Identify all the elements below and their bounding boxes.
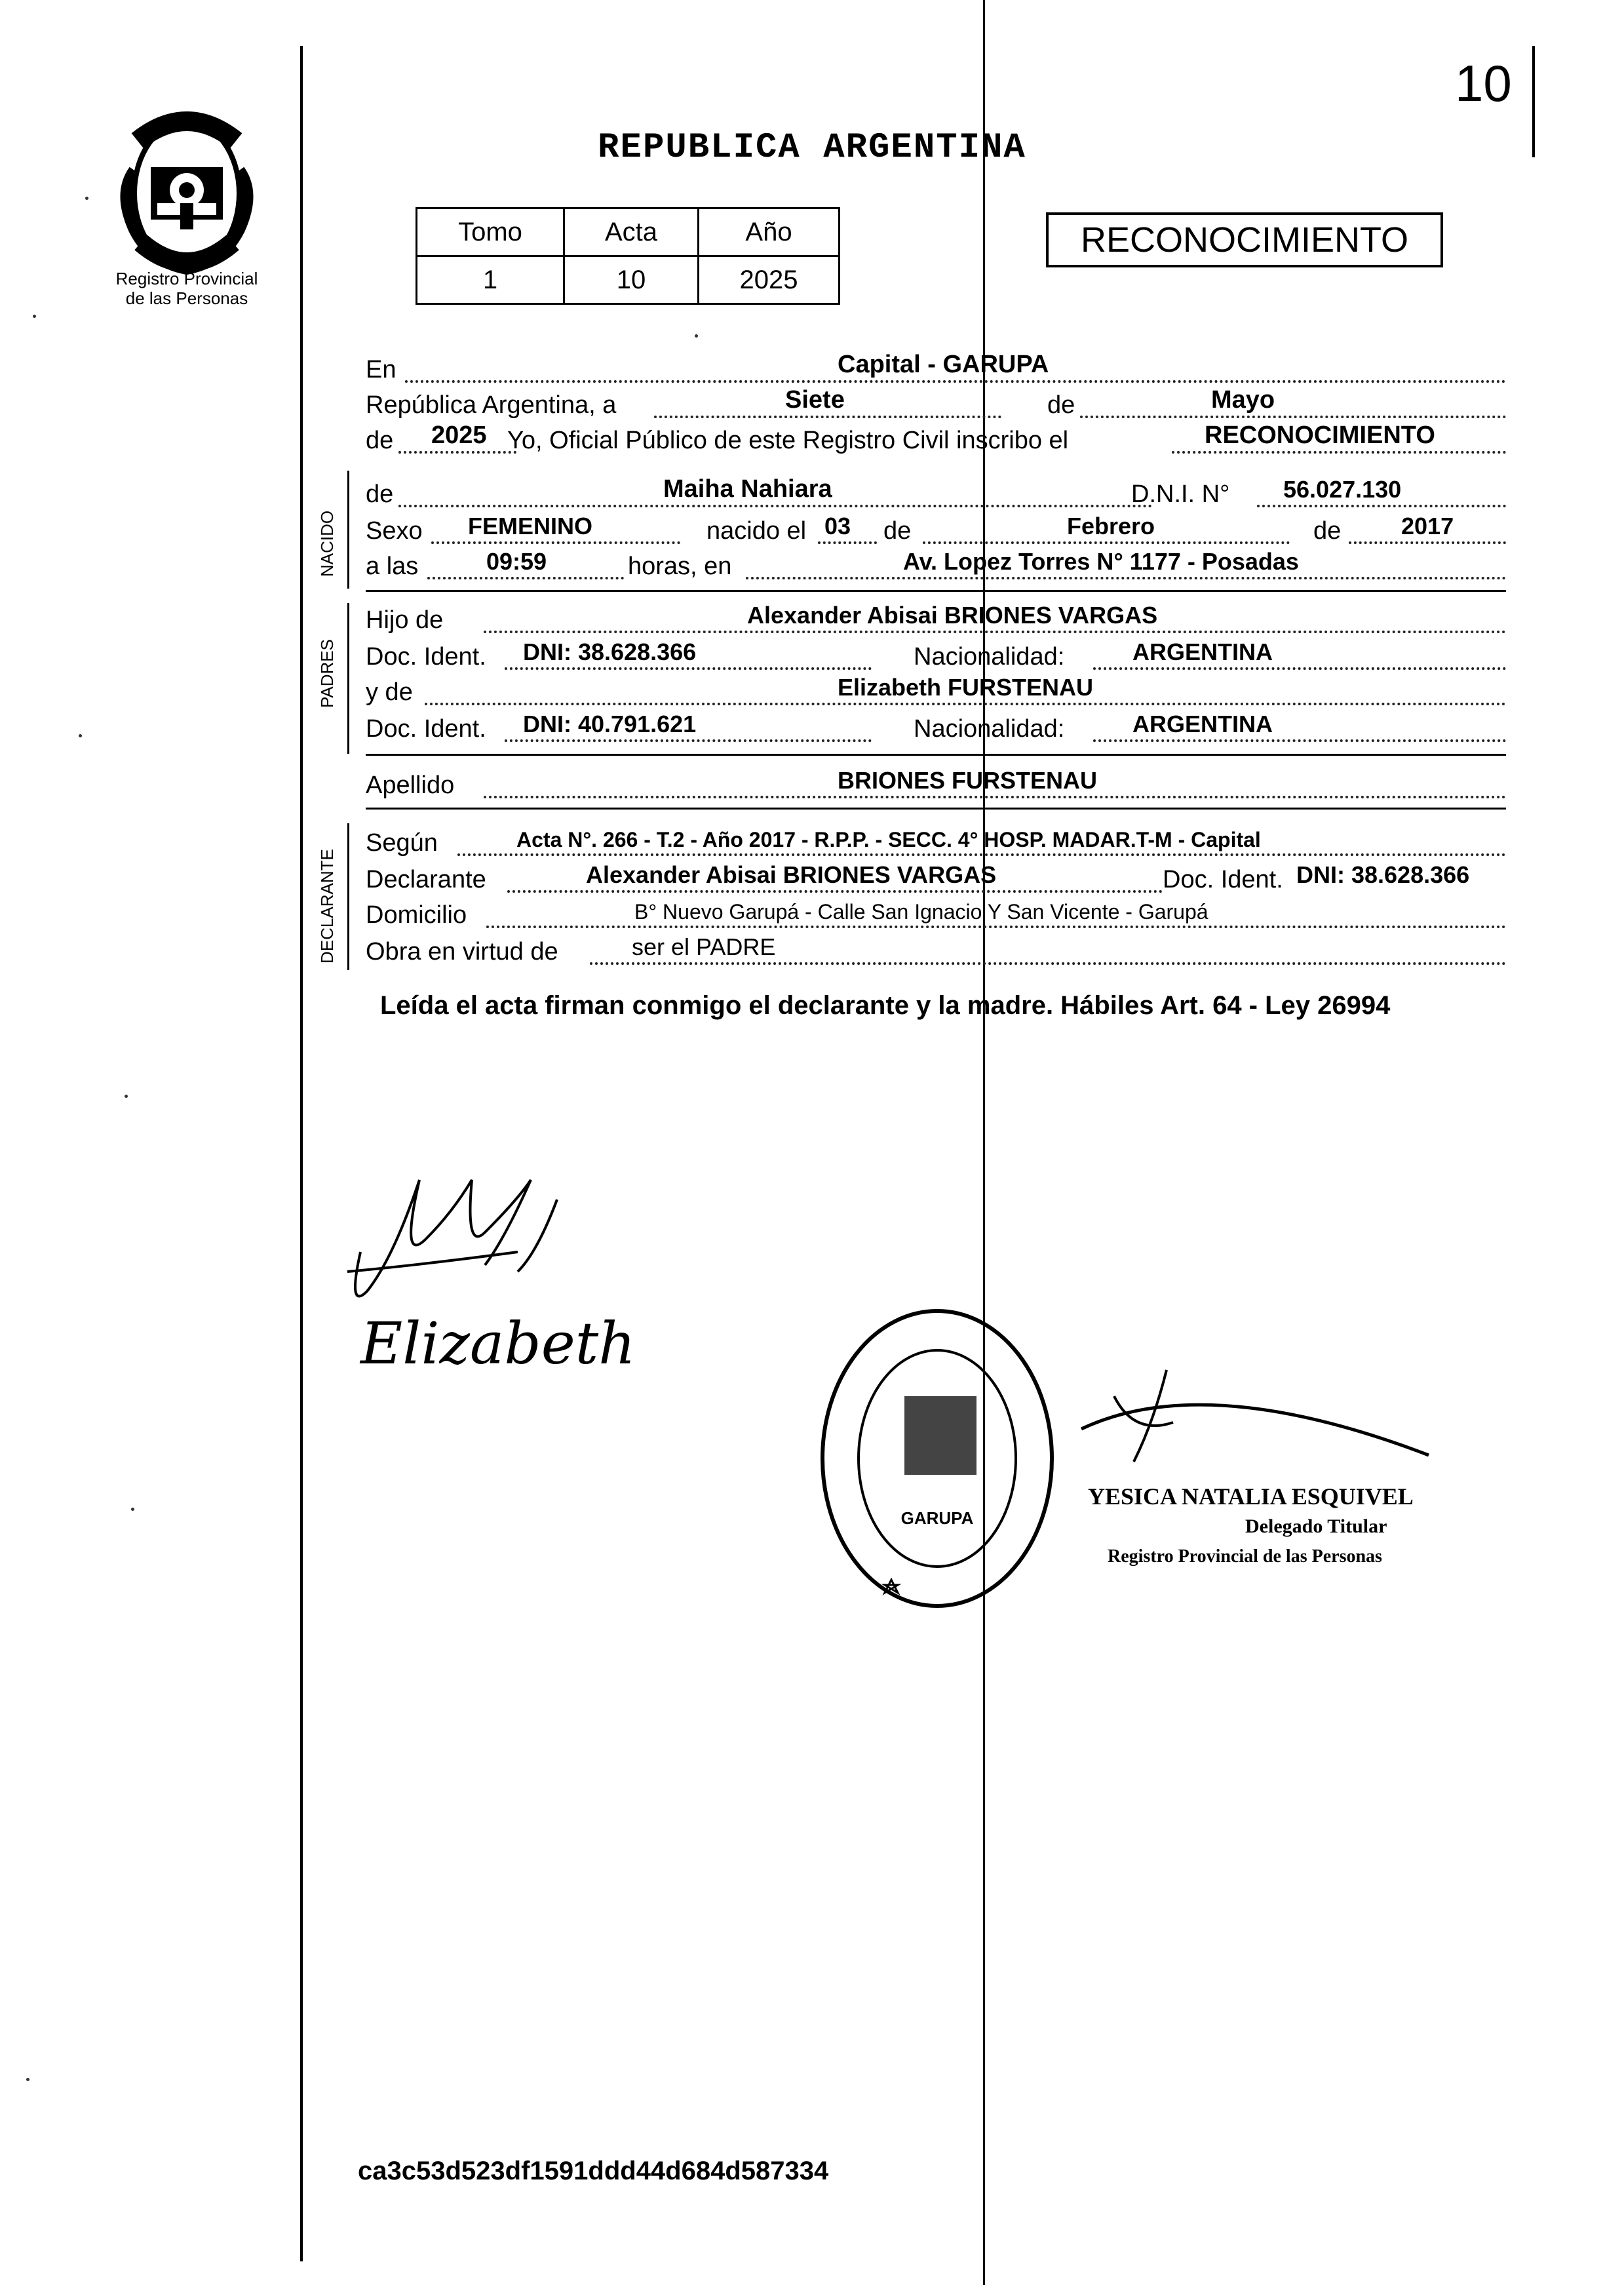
row-hijo-de [366,604,1506,637]
value-birth-month: Febrero [1067,513,1155,539]
label-nacido-el: nacido el [706,517,807,545]
row-father-doc [366,638,1506,674]
label-segun: Según [366,829,438,857]
dots [923,541,1290,544]
row-segun [366,827,1506,860]
dots [1349,541,1506,544]
official-role: Delegado Titular [1245,1515,1387,1537]
value-apellido: BRIONES FURSTENAU [838,767,1098,794]
dots [484,796,1506,798]
dots [398,451,516,454]
dots [1172,451,1506,454]
value-mother-doc: DNI: 40.791.621 [523,711,697,737]
label-de-name: de [366,480,394,508]
dots [590,962,1506,965]
dots [427,577,624,579]
value-time: 09:59 [486,548,547,575]
row-apellido [366,767,1506,802]
closing-statement: Leída el acta firman conmigo el declarante y la madre. Hábiles Art. 64 - Ley 26994 [380,991,1391,1020]
dots [457,853,1506,856]
dots [431,541,680,544]
fold-line [983,0,985,2285]
value-obra: ser el PADRE [632,933,776,960]
value-mother: Elizabeth FURSTENAU [838,674,1094,701]
value-inscribo: RECONOCIMIENTO [1205,421,1435,449]
value-birth-year: 2017 [1401,513,1454,539]
value-declarante-name: Alexander Abisai BRIONES VARGAS [586,861,997,888]
dots [507,890,1163,893]
act-type-box: RECONOCIMIENTO [1046,212,1443,267]
value-declarante-doc: DNI: 38.628.366 [1296,861,1470,888]
dots [425,703,1506,705]
value-year: 2025 [431,421,487,449]
label-declarante-doc: Doc. Ident. [1163,866,1283,893]
value-father-nationality: ARGENTINA [1132,638,1273,665]
logo-caption-line2: de las Personas [125,288,248,308]
registry-table [416,207,840,305]
row-en [366,351,1506,387]
label-a-las: a las [366,553,419,580]
speck [33,315,36,318]
row-republica [366,386,1506,422]
speck [125,1095,128,1098]
speck [85,197,88,200]
label-apellido: Apellido [366,771,455,799]
label-en: En [366,356,396,383]
label-de-birth-year: de [1313,517,1342,545]
official-stamp [1088,1481,1414,1572]
value-child-dni: 56.027.130 [1283,476,1402,503]
official-office: Registro Provincial de las Personas [1108,1546,1382,1567]
dots [654,416,1001,418]
value-birth-place: Av. Lopez Torres N° 1177 - Posadas [903,548,1299,575]
padres-bracket [347,603,349,754]
label-declarante: Declarante [366,866,486,893]
value-en: Capital - GARUPA [838,351,1049,378]
value-month: Mayo [1211,386,1275,414]
value-sexo: FEMENINO [468,513,593,539]
dots [1093,667,1506,670]
document-title: REPUBLICA ARGENTINA [598,128,1026,168]
official-seal-icon [813,1304,1062,1612]
header-acta: Acta [564,208,699,256]
label-domicilio: Domicilio [366,901,467,929]
label-de-month: de [1047,391,1075,419]
label-mother-nationality: Nacionalidad: [914,715,1065,743]
row-a-las [366,548,1506,583]
label-obra: Obra en virtud de [366,938,558,966]
official-name: YESICA NATALIA ESQUIVEL [1088,1483,1414,1510]
nacido-bracket [347,471,349,589]
value-segun: Acta N°. 266 - T.2 - Año 2017 - R.P.P. - SECC. 4° HOSP. MADAR.T-M - Capital [516,828,1261,851]
value-mother-nationality: ARGENTINA [1132,711,1273,737]
value-tomo: 1 [417,256,564,304]
dots [1093,739,1506,742]
label-sexo: Sexo [366,517,423,545]
label-mother-doc: Doc. Ident. [366,715,486,743]
speck [26,2078,29,2081]
row-sexo [366,515,1506,548]
value-birth-day: 03 [824,513,851,539]
row-year [366,421,1506,458]
value-day: Siete [785,386,845,414]
label-yo: Yo, Oficial Público de este Registro Civil inscribo el [507,427,1069,454]
speck [131,1508,134,1511]
section-separator [366,754,1506,756]
header-ano: Año [699,208,840,256]
value-father-doc: DNI: 38.628.366 [523,638,697,665]
label-republica: República Argentina, a [366,391,617,419]
header-tomo: Tomo [417,208,564,256]
declarant-signature-icon [321,1141,636,1390]
left-margin-line [300,46,303,2261]
row-obra [366,933,1506,969]
value-acta: 10 [564,256,699,304]
official-signature-icon [1075,1357,1442,1488]
document-hash: ca3c53d523df1591ddd44d684d587334 [358,2157,829,2185]
value-ano: 2025 [699,256,840,304]
row-nacido-name [366,475,1506,511]
section-separator [366,808,1506,810]
dots [405,380,1506,383]
row-mother-doc [366,713,1506,746]
speck [695,334,698,338]
dots [746,577,1506,579]
seal-center-text: GARUPA [900,1508,974,1528]
dots [505,667,872,670]
side-label-padres: PADRES [317,639,337,708]
value-domicilio: B° Nuevo Garupá - Calle San Ignacio Y San Vicente - Garupá [634,900,1208,924]
label-dni: D.N.I. N° [1131,480,1230,508]
section-separator [366,590,1506,592]
label-hijo-de: Hijo de [366,606,444,634]
dots [818,541,877,544]
logo-caption [79,269,295,308]
label-father-nationality: Nacionalidad: [914,643,1065,671]
dots [484,631,1506,633]
side-label-declarante: DECLARANTE [317,849,337,964]
dots [486,926,1506,928]
speck [79,734,82,737]
value-father: Alexander Abisai BRIONES VARGAS [747,602,1158,629]
dots [398,505,1152,507]
page-number: 10 [1455,54,1512,112]
label-father-doc: Doc. Ident. [366,643,486,671]
declarante-bracket [347,823,349,970]
row-domicilio [366,899,1506,932]
row-y-de [366,676,1506,709]
value-child-name: Maiha Nahiara [663,475,832,503]
signature-elizabeth: Elizabeth [360,1310,636,1377]
dots [1257,505,1506,507]
label-de-birth-month: de [883,517,912,545]
dots [1080,416,1506,418]
side-label-nacido: NACIDO [317,510,337,577]
logo-caption-line1: Registro Provincial [115,269,258,288]
dots [505,739,872,742]
label-de-year: de [366,427,394,454]
row-declarante [366,861,1506,897]
label-y-de: y de [366,678,413,706]
label-horas: horas, en [628,553,732,580]
